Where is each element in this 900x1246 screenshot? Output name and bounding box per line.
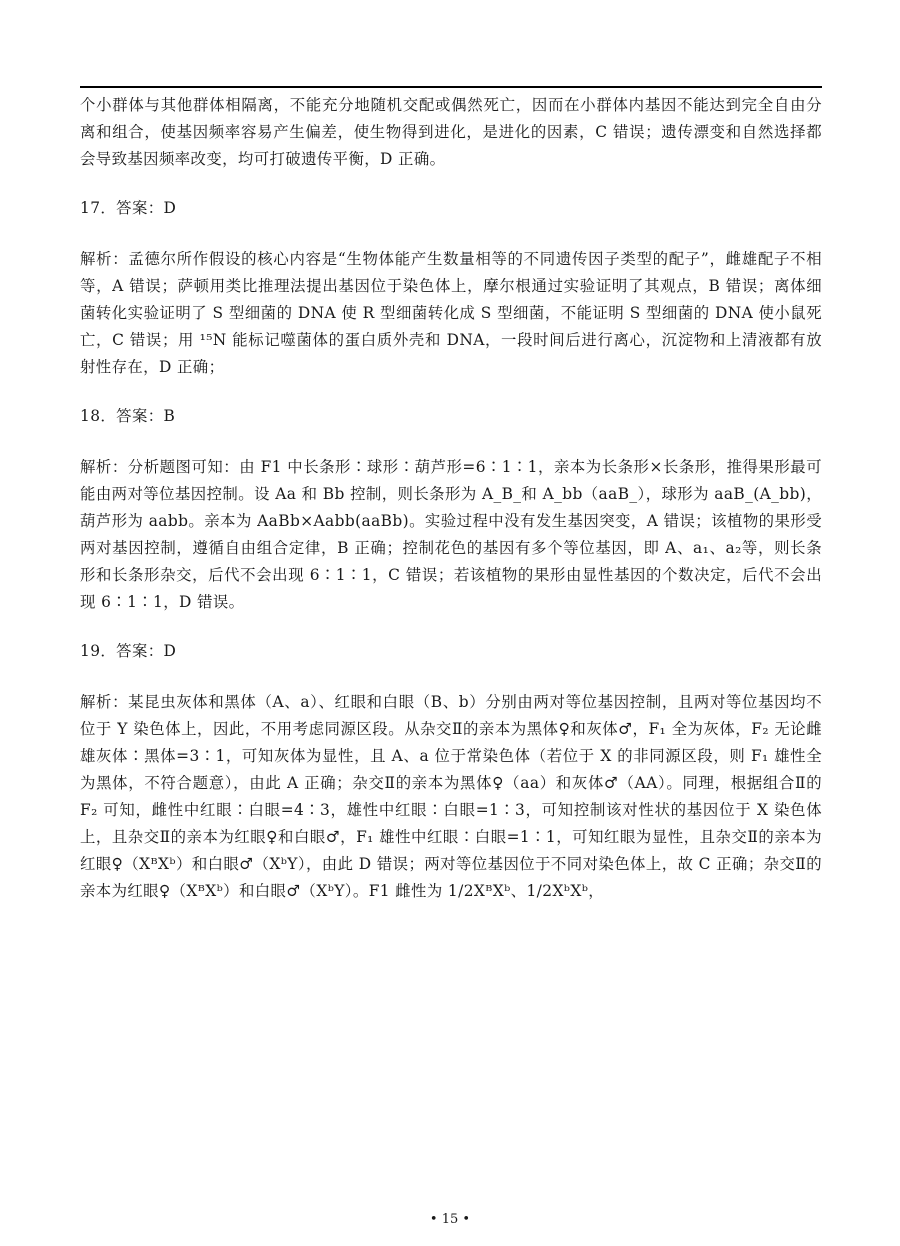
page-number: • 15 • [429, 1212, 471, 1227]
answer-17: 17．答案：D [80, 199, 177, 217]
page-body [80, 92, 822, 905]
analysis-18: 解析：分析题图可知：由 F1 中长条形∶球形∶葫芦形=6∶1∶1，亲本为长条形×长条形，推得果形最可能由两对等位基因控制。设 Aa 和 Bb 控制，则长条形为 A_B_和 A_bb（aaB_），球形为 aaB_(A_bb)，葫芦形为 aabb。亲本为 AaBb×Aabb(aaBb)。实验过程中没有发生基因突变，A 错误；该植物的果形受两对基因控制，遵循自由组合定律，B 正确；控制花色的基因有多个等位基因，即 A、a₁、a₂等，则长条形和长条形杂交，后代不会出现 6∶1∶1，C 错误；若该植物的果形由显性基因的个数决定，后代不会出现 6∶1∶1，D 错误。 [80, 458, 822, 611]
answer-18: 18．答案：B [80, 407, 176, 425]
header-rule [80, 86, 822, 88]
answer-19: 19．答案：D [80, 642, 177, 660]
analysis-17: 解析：孟德尔所作假设的核心内容是“生物体能产生数量相等的不同遗传因子类型的配子”，雌雄配子不相等，A 错误；萨顿用类比推理法提出基因位于染色体上，摩尔根通过实验证明了其观点，B 错误；离体细菌转化实验证明了 S 型细菌的 DNA 使 R 型细菌转化成 S 型细菌，不能证明 S 型细菌的 DNA 使小鼠死亡，C 错误；用 ¹⁵N 能标记噬菌体的蛋白质外壳和 DNA，一段时间后进行离心，沉淀物和上清液都有放射性存在，D 正确； [80, 250, 822, 376]
analysis-19: 解析：某昆虫灰体和黑体（A、a）、红眼和白眼（B、b）分别由两对等位基因控制，且两对等位基因均不位于 Y 染色体上，因此，不用考虑同源区段。从杂交Ⅱ的亲本为黑体♀和灰体♂，F₁ 全为灰体，F₂ 无论雌雄灰体∶黑体=3∶1，可知灰体为显性，且 A、a 位于常染色体（若位于 X 的非同源区段，则 F₁ 雄性全为黑体，不符合题意），由此 A 正确；杂交Ⅱ的亲本为黑体♀（aa）和灰体♂（AA）。同理，根据组合Ⅱ的 F₂ 可知，雌性中红眼∶白眼=4∶3，雄性中红眼∶白眼=1∶3，可知控制该对性状的基因位于 X 染色体上，且杂交Ⅱ的亲本为红眼♀和白眼♂，F₁ 雄性中红眼∶白眼=1∶1，可知红眼为显性，且杂交Ⅱ的亲本为红眼♀（XᴮXᵇ）和白眼♂（XᵇY），由此 D 错误；两对等位基因位于不同对染色体上，故 C 正确；杂交Ⅱ的亲本为红眼♀（XᴮXᵇ）和白眼♂（XᵇY）。F1 雌性为 1/2XᴮXᵇ、1/2XᵇXᵇ， [80, 693, 822, 900]
paragraph-continuation: 个小群体与其他群体相隔离，不能充分地随机交配或偶然死亡，因而在小群体内基因不能达到完全自由分离和组合，使基因频率容易产生偏差，使生物得到进化，是进化的因素，C 错误；遗传漂变和自然选择都会导致基因频率改变，均可打破遗传平衡，D 正确。 [80, 96, 822, 168]
